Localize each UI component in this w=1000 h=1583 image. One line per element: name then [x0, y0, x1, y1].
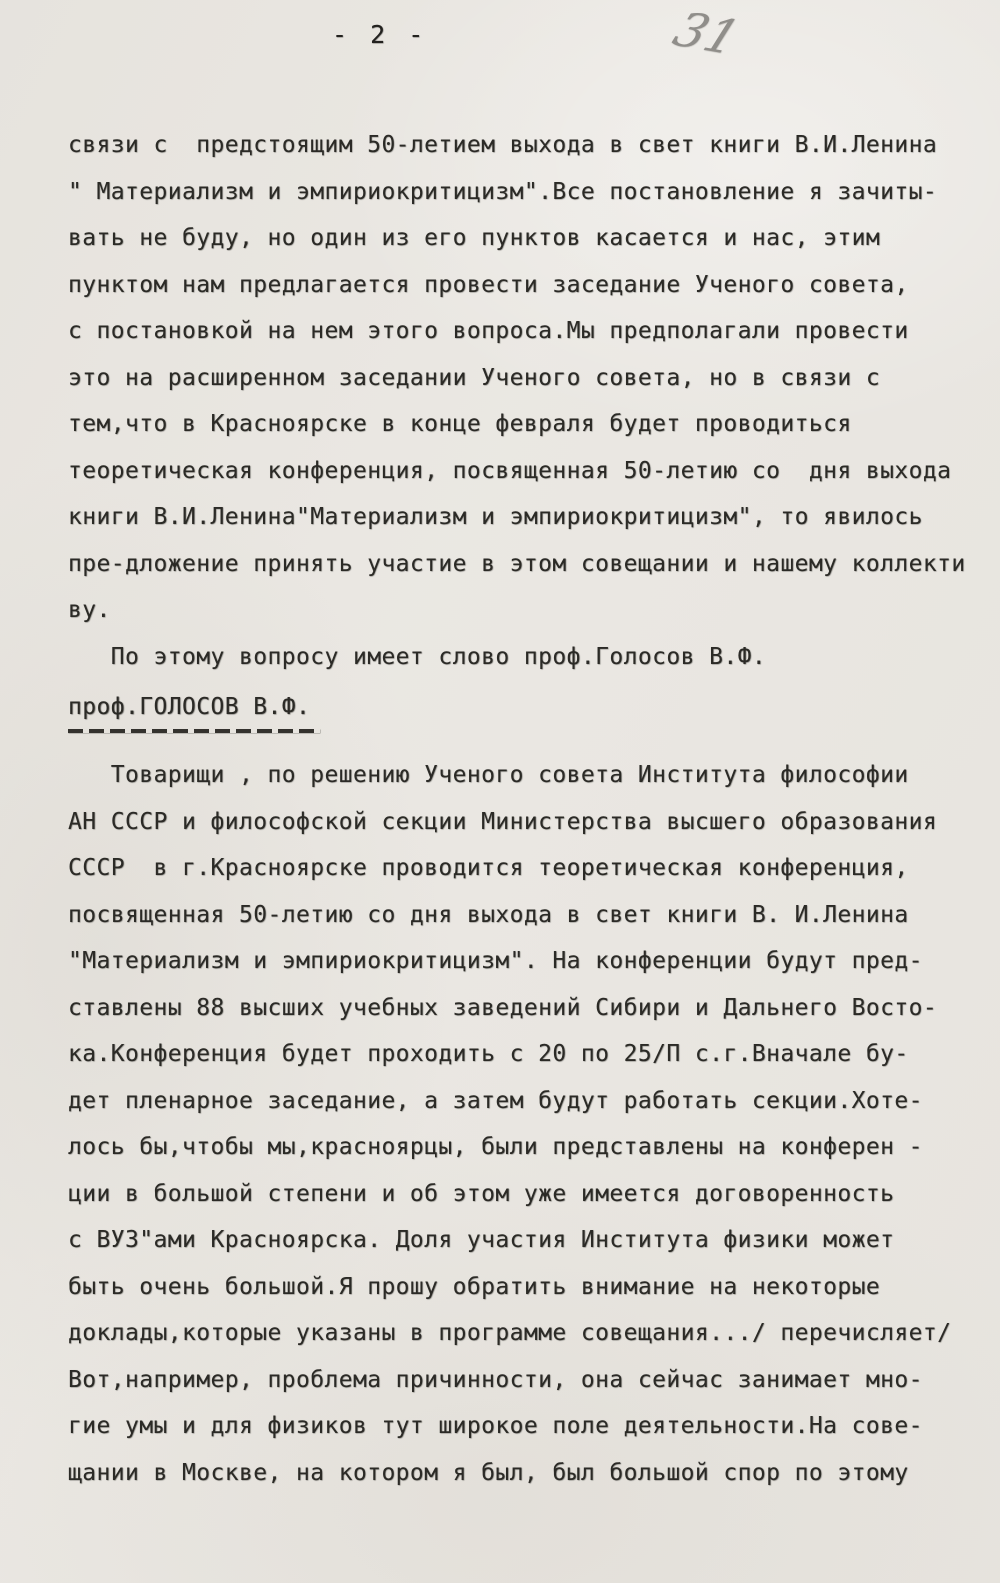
text-line: дет пленарное заседание, а затем будут работать секции.Хоте-: [68, 1087, 923, 1114]
text-line: тем,что в Красноярске в конце февраля будет проводиться: [68, 411, 852, 437]
text-line: вать не буду, но один из его пунктов касается и нас, этим: [68, 225, 881, 251]
paragraph-opening: [68, 122, 966, 634]
handwritten-note: 31: [665, 2, 748, 66]
text-line: связи с предстоящим 50-летием выхода в свет книги В.И.Ленина: [68, 132, 938, 158]
speaker-underline: [68, 729, 320, 733]
speaker-heading-block: [68, 687, 958, 733]
text-line: посвященная 50-летию со дня выхода в свет книги В. И.Ленина: [68, 901, 909, 928]
text-line: ка.Конференция будет проходить с 20 по 25/П с.г.Вначале бу-: [68, 1041, 909, 1067]
page-number: - 2 -: [332, 20, 428, 49]
text-line: пунктом нам предлагается провести заседание Ученого совета,: [68, 271, 909, 298]
text-line: Вот,например, проблема причинности, она сейчас занимает мно-: [68, 1366, 923, 1393]
text-line: книги В.И.Ленина"Материализм и эмпириокритицизм", то явилось: [68, 504, 923, 530]
text-line: По этому вопросу имеет слово проф.Голосов В.Ф.: [68, 643, 767, 670]
text-line: это на расширенном заседании Ученого совета, но в связи с: [68, 364, 881, 391]
text-line: ции в большой степени и об этом уже имеется договоренность: [68, 1180, 895, 1207]
text-column: [68, 122, 966, 1496]
text-line: с постановкой на нем этого вопроса.Мы предполагали провести: [68, 318, 909, 344]
text-line: АН СССР и философской секции Министерства высшего образования: [68, 808, 938, 835]
text-line: "Материализм и эмпириокритицизм". На конференции будут пред-: [68, 948, 923, 974]
text-line: быть очень большой.Я прошу обратить внимание на некоторые: [68, 1273, 881, 1300]
speaker-heading: проф.ГОЛОСОВ В.Ф.: [68, 694, 311, 720]
text-line: ставлены 88 высших учебных заведений Сибири и Дальнего Восто-: [68, 994, 938, 1021]
text-line: пре-дложение принять участие в этом совещании и нашему коллекти: [68, 550, 966, 577]
paragraph-speech: [68, 752, 958, 1496]
text-line: гие умы и для физиков тут широкое поле деятельности.На сове-: [68, 1413, 923, 1439]
text-line: СССР в г.Красноярске проводится теоретическая конференция,: [68, 855, 909, 881]
text-line: теоретическая конференция, посвященная 50-летию со дня выхода: [68, 457, 952, 484]
paragraph-intro-speaker: [68, 634, 958, 681]
text-line: Товарищи , по решению Ученого совета Института философии: [68, 762, 909, 788]
text-line: лось бы,чтобы мы,красноярцы, были представлены на конферен -: [68, 1134, 923, 1160]
text-line: щании в Москве, на котором я был, был большой спор по этому: [68, 1459, 909, 1486]
text-line: доклады,которые указаны в программе совещания.../ перечисляет/: [68, 1320, 952, 1346]
text-line: " Материализм и эмпириокритицизм".Все постановление я зачиты-: [68, 178, 938, 205]
text-line: ву.: [68, 597, 111, 623]
text-line: с ВУЗ"ами Красноярска. Доля участия Института физики может: [68, 1227, 895, 1253]
